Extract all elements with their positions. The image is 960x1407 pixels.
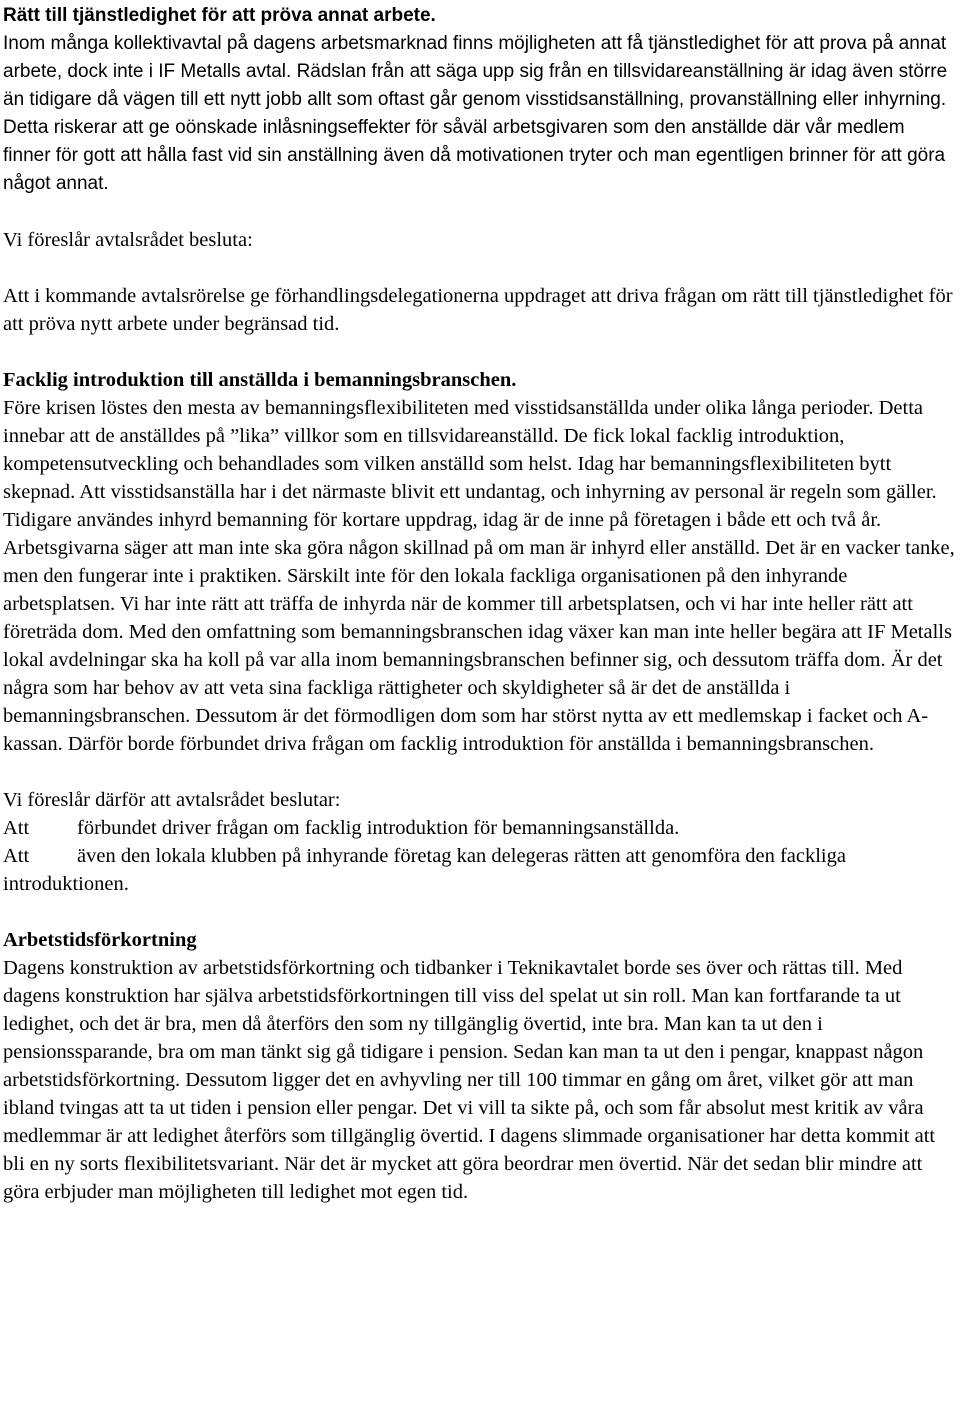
section-bemanning-proposal-2 — [3, 842, 957, 898]
section-arbetstid — [3, 926, 957, 1206]
section-arbetstid-body: Dagens konstruktion av arbetstidsförkortning och tidbanker i Teknikavtalet borde ses över och rättas till. Med dagens konstruktion har själva arbetstidsförkortningen till viss del spelat ut sin roll. Man kan fortfarande ta ut ledighet, och det är bra, men då återförs den som ny tillgänglig övertid, inte bra. Man kan ta ut den i pensionssparande, bra om man tänkt sig gå tidigare i pension. Sedan kan man ta ut den i pengar, knappast någon arbetstidsförkortning. Dessutom ligger det en avhyvling ner till 100 timmar en gång om året, vilket gör att man ibland tvingas att ta ut tiden i pension eller pengar. Det vi vill ta sikte på, och som får absolut mest kritik av våra medlemmar är att ledighet återförs som tillgänglig övertid. I dagens slimmade organisationer har detta kommit att bli en ny sorts flexibilitetsvariant. När det är mycket att göra beordrar men övertid. När det sedan blir mindre att göra erbjuder man möjligheten till ledighet mot egen tid. — [3, 957, 936, 1203]
section-arbetstid-title: Arbetstidsförkortning — [3, 929, 197, 951]
section-bemanning-proposal-1 — [3, 814, 957, 842]
section-tjanstledighet — [3, 2, 957, 338]
section-bemanning — [3, 366, 957, 898]
section-tjanstledighet-proposal-intro: Vi föreslår avtalsrådet besluta: — [3, 229, 253, 251]
section-tjanstledighet-title: Rätt till tjänstledighet för att pröva annat arbete. — [3, 5, 436, 26]
section-bemanning-text — [3, 366, 957, 758]
section-arbetstid-text — [3, 926, 957, 1206]
section-bemanning-proposal-intro: Vi föreslår därför att avtalsrådet beslutar: — [3, 789, 341, 811]
proposal-2-text: även den lokala klubben på inhyrande företag kan delegeras rätten att genomföra den fackliga introduktionen. — [3, 845, 846, 895]
proposal-1-text: förbundet driver frågan om facklig introduktion för bemanningsanställda. — [77, 817, 680, 839]
section-bemanning-body: Före krisen löstes den mesta av bemanningsflexibiliteten med visstidsanställda under olika långa perioder. Detta innebar att de anställdes på ”lika” villkor som en tillsvidareanställd. De fick lokal facklig introduktion, kompetensutveckling och behandlades som vilken anställd som helst. Idag har bemanningsflexibiliteten bytt skepnad. Att visstidsanställa har i det närmaste blivit ett undantag, och inhyrning av personal är regeln som gäller. Tidigare användes inhyrd bemanning för kortare uppdrag, idag är de inne på företagen i både ett och två år. Arbetsgivarna säger att man inte ska göra någon skillnad på om man är inhyrd eller anställd. Det är en vacker tanke, men den fungerar inte i praktiken. Särskilt inte för den lokala fackliga organisationen på den inhyrande arbetsplatsen. Vi har inte rätt att träffa de inhyrda när de kommer till arbetsplatsen, och vi har inte heller rätt att företräda dom. Med den omfattning som bemanningsbranschen idag växer kan man inte heller begära att IF Metalls lokal avdelningar ska ha koll på var alla inom bemanningsbranschen befinner sig, och dessutom träffa dom. Är det några som har behov av att veta sina fackliga rättigheter och skyldigheter så är det de anställda i bemanningsbranschen. Dessutom är det förmodligen dom som har störst nytta av ett medlemskap i facket och A-kassan. Därför borde förbundet driva frågan om facklig introduktion för anställda i bemanningsbranschen. — [3, 397, 955, 755]
att-label: Att — [3, 845, 30, 867]
att-label: Att — [3, 817, 30, 839]
section-tjanstledighet-body: Inom många kollektivavtal på dagens arbetsmarknad finns möjligheten att få tjänstledighet för att prova på annat arbete, dock inte i IF Metalls avtal. Rädslan från att säga upp sig från en tillsvidareanställning är idag även större än tidigare då vägen till ett nytt jobb allt som oftast går genom visstidsanställning, provanställning eller inhyrning. Detta riskerar att ge oönskade inlåsningseffekter för såväl arbetsgivaren som den anställde där vår medlem finner för gott att hålla fast vid sin anställning även då motivationen tryter och man egentligen brinner för att göra något annat. — [3, 33, 948, 194]
section-bemanning-title: Facklig introduktion till anställda i bemanningsbranschen. — [3, 369, 517, 391]
section-tjanstledighet-proposal: Att i kommande avtalsrörelse ge förhandlingsdelegationerna uppdraget att driva frågan om rätt till tjänstledighet för att pröva nytt arbete under begränsad tid. — [3, 285, 953, 335]
section-tjanstledighet-text — [3, 2, 957, 198]
